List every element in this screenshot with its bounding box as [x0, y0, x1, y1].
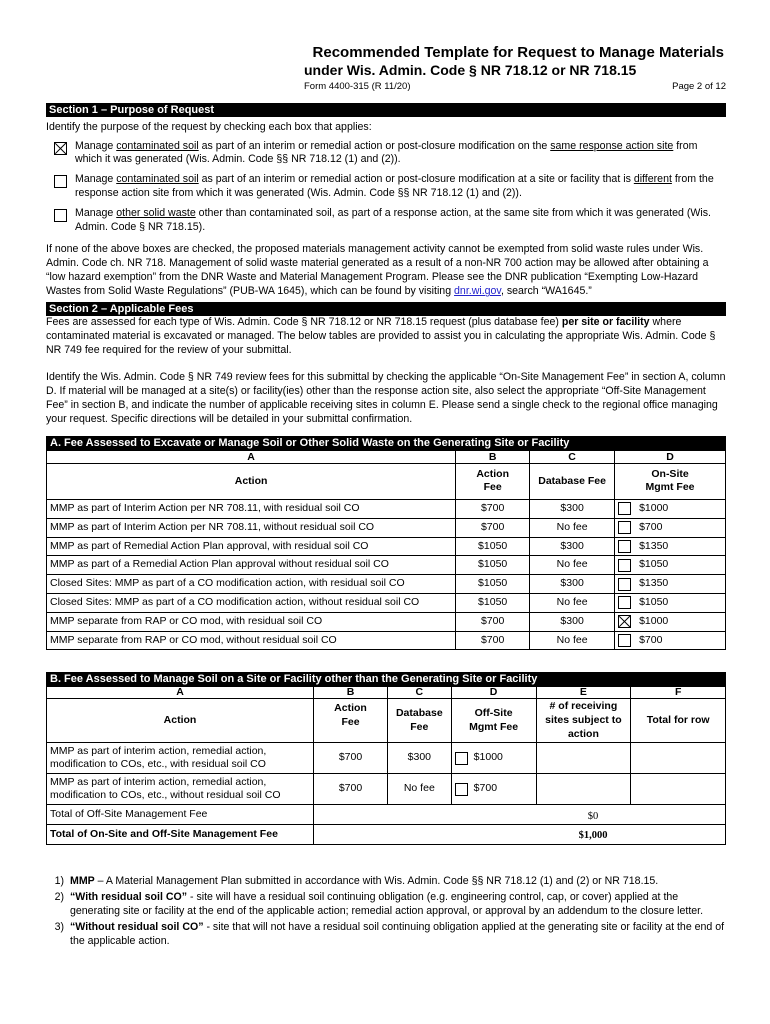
row-action-fee: $700 — [456, 631, 530, 650]
row-action: MMP as part of Interim Action per NR 708.11, without residual soil CO — [47, 518, 456, 537]
col-letter: B — [456, 450, 530, 463]
receiving-sites-input[interactable] — [536, 774, 631, 805]
row-offsite-fee — [451, 743, 536, 774]
offsite-fee-value: $700 — [473, 782, 498, 795]
row-onsite-fee — [615, 593, 726, 612]
table-a-row — [47, 593, 726, 612]
footnote — [46, 875, 726, 889]
row-action: MMP separate from RAP or CO mod, with residual soil CO — [47, 612, 456, 631]
col-letter: C — [530, 450, 615, 463]
section1-title: Section 1 – Purpose of Request — [46, 103, 726, 117]
onsite-fee-value: $700 — [639, 633, 663, 646]
row-database-fee: $300 — [530, 499, 615, 518]
table-b-row — [47, 743, 726, 774]
row-total-field — [631, 743, 726, 774]
purpose-1-checkbox[interactable] — [54, 142, 67, 155]
row-database-fee: No fee — [530, 556, 615, 575]
purpose-1-text: Manage contaminated soil as part of an interim or remedial action or post-closure modification on the same response action site from which it was generated (Wis. Admin. Code §§ NR 718.12 (1) and (2)). — [75, 139, 698, 166]
row-database-fee: No fee — [530, 631, 615, 650]
row-action-fee: $700 — [314, 743, 388, 774]
onsite-fee-value: $1350 — [639, 539, 669, 552]
row-action-fee: $1050 — [456, 537, 530, 556]
row-action-fee: $700 — [456, 499, 530, 518]
row-database-fee: $300 — [530, 537, 615, 556]
row-action: MMP as part of interim action, remedial action, modification to COs, etc., without residual soil CO — [47, 774, 314, 805]
row-action: MMP separate from RAP or CO mod, without residual soil CO — [47, 631, 456, 650]
row-database-fee: No fee — [387, 774, 451, 805]
row-action: MMP as part of Interim Action per NR 708.11, with residual soil CO — [47, 499, 456, 518]
onsite-fee-value: $1350 — [639, 577, 669, 590]
table-a-row — [47, 612, 726, 631]
row-action-fee: $1050 — [456, 556, 530, 575]
col-letter: C — [387, 687, 451, 699]
row-onsite-fee — [615, 518, 726, 537]
row-offsite-fee — [451, 774, 536, 805]
table-a-row — [47, 575, 726, 594]
page-number: Page 2 of 12 — [672, 81, 726, 92]
onsite-fee-value: $700 — [639, 520, 663, 533]
row-action-fee: $700 — [456, 612, 530, 631]
row-database-fee: $300 — [530, 575, 615, 594]
onsite-fee-checkbox[interactable] — [618, 615, 631, 628]
onsite-fee-checkbox[interactable] — [618, 559, 631, 572]
grand-total-value: $1,000 — [314, 825, 726, 845]
section1-intro: Identify the purpose of the request by checking each box that applies: — [46, 120, 372, 133]
row-action-fee: $1050 — [456, 593, 530, 612]
row-action: MMP as part of a Remedial Action Plan approval without residual soil CO — [47, 556, 456, 575]
col-letter: A — [47, 450, 456, 463]
grand-total-label: Total of On-Site and Off-Site Management Fee — [47, 825, 314, 845]
row-action-fee: $700 — [314, 774, 388, 805]
offsite-fee-checkbox[interactable] — [455, 783, 468, 796]
footnote — [46, 921, 726, 949]
col-letter: D — [615, 450, 726, 463]
row-onsite-fee — [615, 556, 726, 575]
receiving-sites-input[interactable] — [536, 743, 631, 774]
row-action: Closed Sites: MMP as part of a CO modification action, with residual soil CO — [47, 575, 456, 594]
table-b-row — [47, 774, 726, 805]
footnote-number: 2) — [54, 891, 64, 904]
offsite-total-value: $0 — [314, 805, 726, 825]
onsite-fee-value: $1000 — [639, 501, 669, 514]
col-header-receiving-sites: # of receiving sites subject to action — [536, 699, 631, 743]
fee-table-b — [46, 672, 726, 845]
onsite-fee-checkbox[interactable] — [618, 596, 631, 609]
footnote-text: “With residual soil CO” - site will have a residual soil continuing obligation (e.g. engineering control, cap, or cover) applied at the generating site or facility at the end of the applicable action; remedial action approval, or approval by an addendum to the closure letter. — [70, 891, 704, 918]
dnr-link[interactable]: dnr.wi.gov — [454, 285, 501, 298]
form-title: Recommended Template for Request to Manage Materials — [312, 44, 724, 61]
col-header-database-fee: Database Fee — [530, 463, 615, 499]
purpose-2-text: Manage contaminated soil as part of an interim or remedial action or post-closure modification at a site or facility that is different from the response action site from which it was generated (Wis. Admin. Code §§ NR 718.12 (1) and (2)). — [75, 173, 714, 200]
col-letter: A — [47, 687, 314, 699]
onsite-fee-value: $1000 — [639, 614, 669, 627]
section1-note: If none of the above boxes are checked, the proposed materials management activity cannot be exempted from solid waste rules under Wis. Admin. Code ch. NR 718. Management of solid waste material generated as a result of a non-NR 700 action may be allowed after obtaining a “low hazard exemption” from the DNR Waste and Material Management Program. Please see the DNR publication “Exempting Low-Hazard Wastes from Solid Waste Regulations” (PUB-WA 1645), which can be found by visiting dnr.wi.gov, search “WA1645.” — [46, 243, 709, 298]
col-header-offsite-fee: Off-Site Mgmt Fee — [451, 699, 536, 743]
section2-title: Section 2 – Applicable Fees — [46, 302, 726, 316]
row-onsite-fee — [615, 612, 726, 631]
col-letter: B — [314, 687, 388, 699]
col-letter: D — [451, 687, 536, 699]
footnote-text: MMP – A Material Management Plan submitted in accordance with Wis. Admin. Code §§ NR 718.12 (1) and (2) or NR 718.15. — [70, 875, 659, 888]
table-a-row — [47, 631, 726, 650]
onsite-fee-checkbox[interactable] — [618, 578, 631, 591]
col-letter: F — [631, 687, 726, 699]
footnote-text: “Without residual soil CO” - site that will not have a residual soil continuing obligation applied at the generating site or facility at the end of the applicable action. — [70, 921, 725, 948]
col-header-action: Action — [47, 463, 456, 499]
onsite-fee-checkbox[interactable] — [618, 540, 631, 553]
row-action: Closed Sites: MMP as part of a CO modification action, without residual soil CO — [47, 593, 456, 612]
footnote — [46, 891, 726, 919]
row-action: MMP as part of interim action, remedial action, modification to COs, etc., with residual soil CO — [47, 743, 314, 774]
row-onsite-fee — [615, 537, 726, 556]
form-number: Form 4400-315 (R 11/20) — [304, 81, 411, 92]
table-b-title: B. Fee Assessed to Manage Soil on a Site or Facility other than the Generating Site or Facility — [47, 673, 726, 687]
row-database-fee: $300 — [387, 743, 451, 774]
onsite-fee-checkbox[interactable] — [618, 502, 631, 515]
purpose-option-1 — [46, 140, 726, 168]
row-onsite-fee — [615, 575, 726, 594]
col-letter: E — [536, 687, 631, 699]
col-header-action-fee: Action Fee — [314, 699, 388, 743]
purpose-option-2 — [46, 173, 726, 201]
row-total-field — [631, 774, 726, 805]
form-meta — [304, 81, 726, 94]
col-header-database-fee: Database Fee — [387, 699, 451, 743]
section2-para2: Identify the Wis. Admin. Code § NR 749 review fees for this submittal by checking the applicable “On-Site Management Fee” in section A, column D. If material will be managed at a site(s) or facility(ies) other than the response action site, also select the appropriate “Off-Site Management Fee” in section B, and indicate the number of applicable receiving sites in column E. Please send a single check to the regional office managing your request. Specific directions will be detailed in your submittal confirmation. — [46, 371, 726, 425]
row-action: MMP as part of Remedial Action Plan approval, with residual soil CO — [47, 537, 456, 556]
footnote-number: 3) — [54, 921, 64, 934]
col-header-row-total: Total for row — [631, 699, 726, 743]
onsite-fee-value: $1050 — [639, 558, 669, 571]
row-onsite-fee — [615, 499, 726, 518]
offsite-total-label: Total of Off-Site Management Fee — [47, 805, 314, 825]
fee-table-a — [46, 436, 726, 650]
form-page — [46, 0, 726, 949]
table-a-row — [47, 537, 726, 556]
col-header-action: Action — [47, 699, 314, 743]
footnotes — [46, 875, 726, 949]
col-header-action-fee: Action Fee — [456, 463, 530, 499]
row-database-fee: No fee — [530, 518, 615, 537]
row-action-fee: $700 — [456, 518, 530, 537]
purpose-3-checkbox[interactable] — [54, 209, 67, 222]
row-onsite-fee — [615, 631, 726, 650]
section2-para1: Fees are assessed for each type of Wis. Admin. Code § NR 718.12 or NR 718.15 request (plus database fee) per site or facility where contaminated material is excavated or managed. The below tables are provided to assist you in calculating the appropriate Wis. Admin. Code § NR 749 fee required for the review of your submittal. — [46, 316, 716, 357]
footnote-number: 1) — [54, 875, 64, 888]
onsite-fee-checkbox[interactable] — [618, 634, 631, 647]
onsite-fee-value: $1050 — [639, 595, 669, 608]
offsite-fee-value: $1000 — [473, 751, 503, 764]
row-database-fee: $300 — [530, 612, 615, 631]
table-a-row — [47, 499, 726, 518]
purpose-2-checkbox[interactable] — [54, 175, 67, 188]
table-a-title: A. Fee Assessed to Excavate or Manage Soil or Other Solid Waste on the Generating Site or Facility — [47, 436, 726, 450]
table-a-row — [47, 518, 726, 537]
row-action-fee: $1050 — [456, 575, 530, 594]
offsite-fee-checkbox[interactable] — [455, 752, 468, 765]
table-a-row — [47, 556, 726, 575]
purpose-option-3 — [46, 207, 726, 235]
col-header-onsite-fee: On-Site Mgmt Fee — [615, 463, 726, 499]
onsite-fee-checkbox[interactable] — [618, 521, 631, 534]
form-subtitle: under Wis. Admin. Code § NR 718.12 or NR 718.15 — [304, 62, 637, 78]
row-database-fee: No fee — [530, 593, 615, 612]
purpose-3-text: Manage other solid waste other than contaminated soil, as part of a response action, at the same site from which it was generated (Wis. Admin. Code § NR 718.15). — [75, 207, 711, 234]
